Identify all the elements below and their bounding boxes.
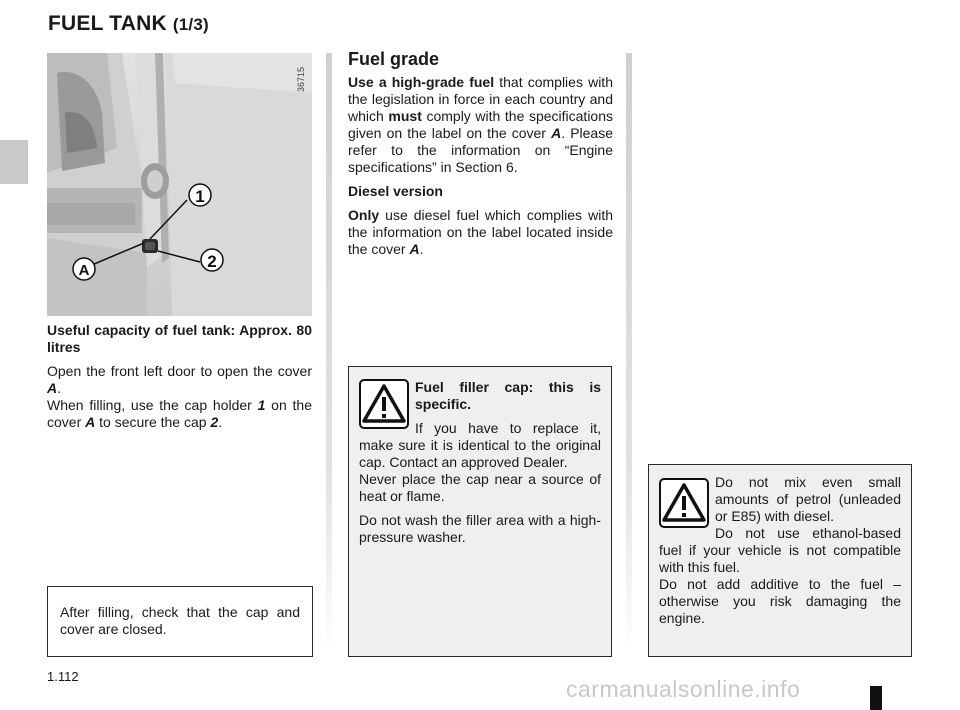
tank-capacity: Useful capacity of fuel tank: Approx. 80 litres — [47, 322, 312, 355]
fuel-cap-warning-title: Fuel filler cap: this is specific. — [415, 379, 601, 412]
petrol-mix-warning: Do not mix even small amounts of petrol (unleaded or E85) with diesel. — [715, 474, 901, 524]
fuel-grade-heading: Fuel grade — [348, 49, 440, 69]
page-title — [48, 12, 209, 36]
page-title-main: FUEL TANK — [48, 12, 167, 35]
column-divider — [326, 53, 332, 653]
page-title-part: (1/3) — [172, 15, 209, 34]
column-divider — [626, 53, 632, 653]
fuel-cap-heat-text: Never place the cap near a source of heat or flame. — [359, 471, 601, 504]
cover-ref: A — [85, 414, 96, 430]
warning-triangle-icon — [359, 379, 409, 429]
fuel-cap-wash-text: Do not wash the filler area with a high-pressure washer. — [359, 512, 601, 545]
diesel-paragraph: Only use diesel fuel which complies with the information on the label located inside the cover A. — [348, 207, 613, 257]
ethanol-warning: Do not use ethanol-based fuel if your vehicle is not compatible with this fuel. — [659, 525, 901, 575]
callout-1: 1 — [195, 187, 205, 206]
filling-instruction: When filling, use the cap holder 1 on the cover A to secure the cap 2. — [47, 397, 312, 430]
callout-a: A — [78, 262, 90, 279]
page-edge-marker — [870, 686, 882, 710]
callout-2: 2 — [207, 252, 217, 271]
warning-triangle-icon — [659, 478, 709, 528]
cap-holder-ref: 1 — [257, 397, 266, 413]
page-number: 1.112 — [47, 669, 79, 684]
fuel-cover-photo — [47, 53, 312, 316]
fuel-mixing-warning-box — [648, 464, 912, 657]
cover-ref: A — [47, 380, 58, 396]
after-filling-note — [47, 586, 313, 657]
section-tab — [0, 140, 28, 184]
fuel-cap-warning-text: If you have to replace it, make sure it is identical to the original cap. Contact an approved Dealer. — [359, 420, 601, 470]
watermark: carmanualsonline.info — [566, 676, 801, 702]
additive-warning: Do not add additive to the fuel – otherwise you risk damaging the engine. — [659, 576, 901, 626]
cap-ref: 2 — [210, 414, 219, 430]
open-cover-instruction: Open the front left door to open the cover A. — [47, 363, 312, 396]
fuel-grade-paragraph: Use a high-grade fuel that complies with the legislation in force in each country and which must comply with the specifications given on the label on the cover A. Please refer to the information on “Engine specifications” in Section 6. — [348, 74, 614, 175]
diesel-version-heading: Diesel version — [348, 183, 443, 199]
left-column-text — [47, 322, 312, 431]
after-filling-text: After filling, check that the cap and cover are closed. — [60, 604, 300, 637]
fuel-cover-illustration — [47, 53, 312, 316]
fuel-grade-section — [348, 51, 613, 258]
fuel-cap-warning-box — [348, 366, 612, 657]
image-reference-number: 36715 — [296, 66, 306, 92]
